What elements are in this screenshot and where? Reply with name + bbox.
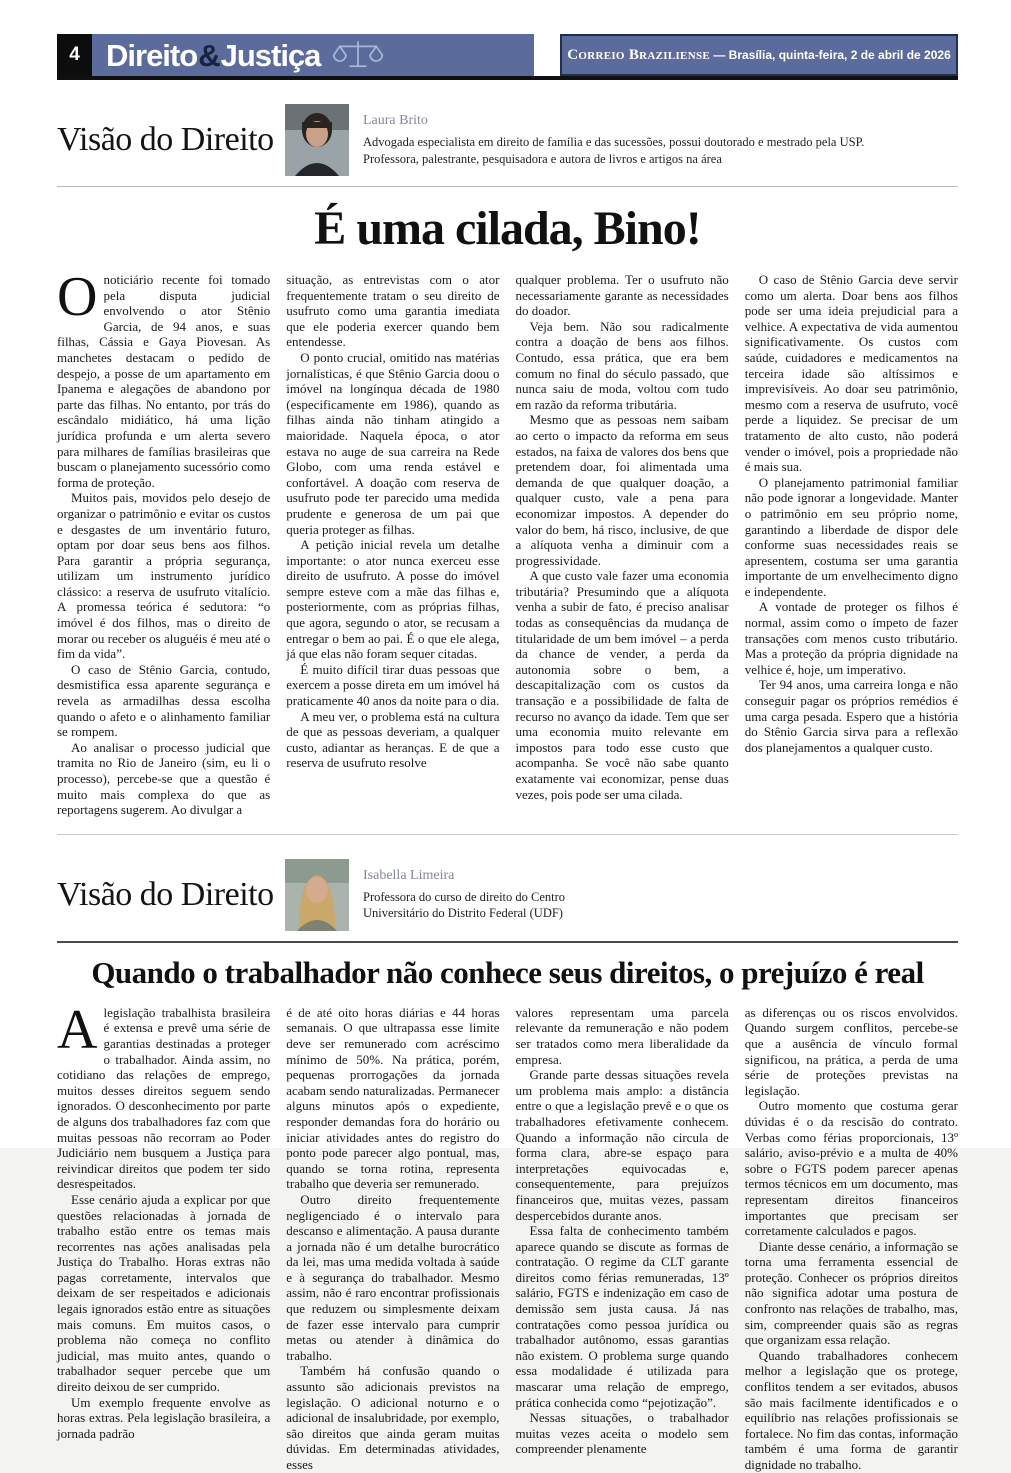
header-rule [57,76,958,80]
article2-author-block [363,868,601,922]
paragraph: Onoticiário recente foi tomado pela disputa judicial envolvendo o ator Stênio Garcia, de 94 anos, e suas filhas, Cássia e Gaya Piovesan. As manchetes destacam o pedido de despejo, a posse de um apartamento em Ipanema e alegações de abandono por parte das filhas. No entanto, por trás do escândalo midiático, há uma lição jurídica profunda e um alerta severo para milhares de famílias brasileiras que buscam o planejamento sucessório como forma de proteção. [57,266,271,490]
paragraph: Ter 94 anos, uma carreira longa e não conseguir pagar os próprios remédios é uma carga pesada. Espero que a história do Stênio Garcia sirva para a reflexão dos planejamentos a qualquer custo. [744,677,958,755]
paragraph: Ao analisar o processo judicial que tramita no Rio de Janeiro (sim, eu li o processo), percebe-se que a questão é muito mais complexa do que as reportagens sugerem. Ao divulgar a [57,739,271,818]
section-banner-title [106,37,321,73]
paragraph: Diante desse cenário, a informação se torna uma ferramenta essencial de proteção. Conhecer os próprios direitos não significa adotar uma postura de confronto nas relações de trabalho, mas, sim, compreender quais são as regras que organizam essa relação. [744,1238,958,1348]
article2-author-bio: Professora do curso de direito do Centro Universitário do Distrito Federal (UDF) [363,889,566,921]
article1-author-bio: Advogada especialista em direito de família e das sucessões, possui doutorado e mestrado pela USP. Professora, palestrante, pesquisadora e autora de livros e artigos na área [363,135,865,166]
paragraph: A que custo vale fazer uma economia tributária? Presumindo que a alíquota venha a subir de fato, é preciso analisar todas as consequências da mudança de titularidade de um bem imóvel – a perda da chance de vender, a perda da autonomia sobre o bem, a descapitalização com os custos da transação e a possibilidade de falta de recurso no avanço da idade. Tem que ser uma economia muito relevante em impostos para todo esse custo que acompanha. Se você não sabe quanto exatamente vai economizar, pense duas vezes, pois pode ser uma cilada. [515,568,729,802]
paragraph: Grande parte dessas situações revela um problema mais amplo: a distância entre o que a legislação prevê e o que os trabalhadores efetivamente conhecem. Quando a informação não circula de forma clara, abre-se espaço para interpretações equivocadas e, consequentemente, para prejuízos financeiros que, muitas vezes, passam despercebidos durante anos. [515,1067,729,1223]
paragraph: Também há confusão quando o assunto são adicionais previstos na legislação. O adicional noturno e o adicional de insalubridade, por exemplo, são direitos que ainda geram muitas dúvidas. Em determinadas atividades, esses [286,1363,500,1472]
page-header [57,34,958,76]
paragraph: O ponto crucial, omitido nas matérias jornalísticas, é que Stênio Garcia doou o imóvel na longínqua década de 1980 (especificamente em 1986), quando as filhas ainda não tinham atingido a maioridade. Naquela época, o ator estava no auge de sua carreira na Rede Globo, com uma renda estável e confortável. A doação com reserva de usufruto pode ter parecido uma medida prudente e generosa de um pai que queria proteger as filhas. [286,349,500,537]
paragraph: qualquer problema. Ter o usufruto não necessariamente garante as necessidades do doador. [515,272,729,319]
drop-cap: A [57,998,98,1061]
paragraph: Alegislação trabalhista brasileira é extensa e prevê uma série de garantias destinadas a proteger o trabalhador. Ainda assim, no cotidiano das relações de emprego, muitos desses direitos seguem sendo ignorados. O desconhecimento por parte de alguns dos trabalhadores faz com que muitas pessoas não recorram ao Poder Judiciário nem busquem a Justiça para reivindicar direitos que podem ter sido desrespeitados. [57,998,271,1192]
scales-of-justice-icon [332,39,384,71]
article1-body [57,266,958,818]
paragraph: É muito difícil tirar duas pessoas que exercem a posse direta em um imóvel há praticamente 40 anos da noite para o dia. [286,661,500,709]
paragraph: A petição inicial revela um detalhe importante: o ator nunca exerceu esse direito de usufruto. A posse do imóvel sempre esteve com a mãe das filhas e, posteriormente, com as próprias filhas, que agora, segundo o ator, se recusam a entregar o bem ao pai. É o que ele alega, já que elas não foram sequer citadas. [286,537,500,662]
article1-column-4 [745,272,958,818]
paragraph: A vontade de proteger os filhos é normal, assim como o ímpeto de fazer transações com menos custo tributário. Mas a proteção da própria dignidade na velhice é, hoje, um imperativo. [744,599,958,677]
article2-column-2 [286,1005,499,1473]
article1-kicker: Visão do Direito [57,121,274,158]
article2-body [57,998,958,1473]
article1-author-strip [57,104,958,187]
article2-author-photo [285,859,349,931]
article1-author-photo [285,104,349,176]
article2-headline: Quando o trabalhador não conhece seus direitos, o prejuízo é real [91,954,924,990]
masthead-name: Correio Braziliense [567,46,710,63]
paragraph: Quando trabalhadores conhecem melhor a legislação que os protege, conflitos tendem a ser evitados, abusos são mais facilmente identificados e o equilíbrio nas relações profissionais se fortalece. No fim das contas, informação também é uma forma de garantir dignidade no trabalho. [744,1347,958,1472]
page-number: 4 [57,34,92,76]
paragraph: Veja bem. Não sou radicalmente contra a doação de bens aos filhos. Contudo, essa prática, que era bem comum no final do século passado, que nunca saiu de moda, voltou com tudo em razão da reforma tributária. [515,318,729,412]
banner-ampersand: & [198,37,220,73]
section-divider [57,834,958,835]
paragraph: O caso de Stênio Garcia deve servir como um alerta. Doar bens aos filhos pode ser uma ideia prejudicial para a velhice. A expectativa de vida aumentou significativamente. Os custos com saúde, cuidadores e medicamentos na terceira idade são altíssimos e imprevisíveis. Ao doar seu patrimônio, mesmo com a reserva de usufruto, você perde a liquidez. Se precisar de um tratamento de alto custo, não poderá vender o imóvel, pois a propriedade não é mais sua. [744,272,958,475]
paragraph: Essa falta de conhecimento também aparece quando se discute as formas de contratação. O regime da CLT garante direitos como férias remuneradas, 13º salário, FGTS e indenização em caso de demissão sem justa causa. Já nas contratações como pessoa jurídica ou trabalhador autônomo, essas garantias não existem. O problema surge quando essa modalidade é utilizada para mascarar uma relação de emprego, prática conhecida como “pejotização”. [515,1223,729,1410]
article2-column-1 [57,998,271,1473]
article1-author-block [363,113,868,167]
article1-column-3 [516,272,729,818]
section-banner [92,34,534,76]
paragraph: Muitos pais, movidos pelo desejo de organizar o patrimônio e evitar os custos e desgastes de um inventário futuro, optam por doar seus bens aos filhos. Para garantir a própria segurança, utilizam um instrumento jurídico clássico: a reserva de usufruto vitalício. A promessa teórica é sedutora: “o imóvel é dos filhos, mas o direito de morar ou receber os aluguéis é meu até o fim da vida”. [57,490,271,662]
paragraph: O caso de Stênio Garcia, contudo, desmistifica essa aparente segurança e revela as armadilhas dessa escolha quando o afeto e o alinhamento familiar se rompem. [57,661,271,740]
paragraph: Esse cenário ajuda a explicar por que questões relacionadas à jornada de trabalho estão entre os temas mais recorrentes nas ações analisadas pela Justiça do Trabalho. Horas extras não pagas corretamente, intervalos que deixam de ser respeitados e adicionais legais ignorados estão entre as situações mais comuns. Em muitos casos, o problema não começa no conflito judicial, mas muito antes, quando o trabalhador sequer percebe que um direito deixou de ser cumprido. [57,1191,271,1395]
drop-cap: O [57,266,98,328]
paragraph: as diferenças ou os riscos envolvidos. Quando surgem conflitos, percebe-se que a ausência de vínculo formal significou, na prática, a perda de uma série de proteções previstas na legislação. [744,1004,958,1098]
paragraph: Mesmo que as pessoas nem saibam ao certo o impacto da reforma em seus estados, na faixa de valores dos bens que pretendem doar, foi alimentada uma demanda de que qualquer doação, a qualquer custo, vale a pena para economizar impostos. A depender do valor do bem, há risco, inclusive, de que a alíquota venha a diminuir com a progressividade. [515,412,729,568]
article2-author-name: Isabella Limeira [363,867,455,883]
header-gap [534,34,560,76]
masthead-dateline: — Brasília, quinta-feira, 2 de abril de 2026 [710,47,951,62]
article2-author-strip [57,859,958,943]
article2-column-4 [745,1005,958,1473]
masthead-box [560,34,958,76]
paragraph: Nessas situações, o trabalhador muitas vezes aceita o modelo sem compreender plenamente [515,1410,729,1457]
paragraph: é de até oito horas diárias e 44 horas semanais. O que ultrapassa esse limite deve ser remunerado com acréscimo mínimo de 50%. Na prática, porém, pequenas prorrogações da jornada acabam sendo naturalizadas. Permanecer alguns minutos após o expediente, responder demandas fora do horário ou iniciar atividades antes do registro do ponto pode parecer algo pontual, mas, quando se torna rotina, representa trabalho que deveria ser remunerado. [286,1004,500,1192]
paragraph: situação, as entrevistas com o ator frequentemente tratam o seu direito de usufruto como uma garantia imediata que ele poderia exercer quando bem entendesse. [286,272,500,350]
banner-word-justica: Justiça [220,37,321,73]
paragraph: O planejamento patrimonial familiar não pode ignorar a longevidade. Manter o patrimônio em seu próprio nome, garantindo a liberdade de dispor dele conforme suas necessidades reais se apresentem, costuma ser uma garantia importante de um envelhecimento digno e independente. [744,474,958,599]
article1-column-1 [57,266,271,818]
paragraph: Um exemplo frequente envolve as horas extras. Pela legislação brasileira, a jornada padrão [57,1394,271,1441]
paragraph: Outro momento que costuma gerar dúvidas é o da rescisão do contrato. Verbas como férias proporcionais, 13º salário, aviso-prévio e a multa de 40% sobre o FGTS podem parecer apenas termos técnicos em um documento, mas representam direitos financeiros importantes que precisam ser corretamente calculados e pagos. [744,1098,958,1239]
paragraph: Outro direito frequentemente negligenciado é o intervalo para descanso e alimentação. A pausa durante a jornada não é um detalhe burocrático da lei, mas uma medida voltada à saúde e à segurança do trabalhador. Mesmo assim, não é raro encontrar profissionais que reduzem ou simplesmente deixam de fazer esse intervalo para cumprir metas ou atender à dinâmica do trabalho. [286,1191,500,1363]
article1-headline: É uma cilada, Bino! [314,202,701,255]
paragraph: A meu ver, o problema está na cultura de que as pessoas deveriam, a qualquer custo, adiantar as heranças. E de que a reserva de usufruto resolve [286,708,500,771]
article1-author-name: Laura Brito [363,113,428,128]
paragraph: valores representam uma parcela relevante da remuneração e não podem ser tratados como mera liberalidade da empresa. [515,1004,729,1067]
article2-kicker: Visão do Direito [57,875,274,913]
article1-column-2 [286,272,499,818]
article2-column-3 [516,1005,729,1473]
banner-word-direito: Direito [106,37,198,73]
